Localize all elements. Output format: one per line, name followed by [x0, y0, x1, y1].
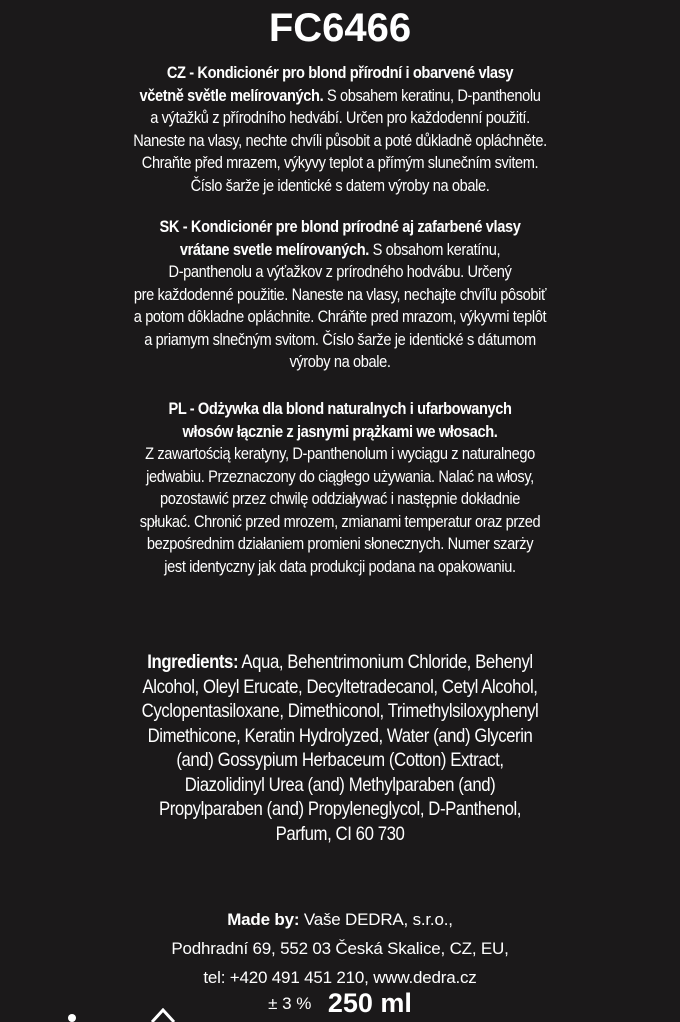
regular-text: Propylparaben (and) Propyleneglycol, D-Panthenol,	[158, 798, 522, 820]
regular-text: Chraňte před mrazem, výkyvy teplot a přímým slunečním svitem.	[141, 153, 539, 172]
text-line	[115, 466, 566, 489]
bold-text: Ingredients:	[147, 651, 239, 673]
pl-description	[115, 398, 566, 578]
text-line	[99, 724, 581, 749]
text-line	[99, 699, 581, 724]
regular-text: a priamym slnečným svitom. Číslo šarže je identické s dátumom	[144, 329, 536, 349]
text-line	[115, 152, 566, 175]
regular-text: Podhradní 69, 552 03 Česká Skalice, CZ, EU,	[171, 939, 509, 958]
regular-text: jedwabiu. Przeznaczony do ciągłego używania. Nalać na włosy,	[146, 466, 534, 486]
product-code: FC6466	[268, 6, 412, 50]
regular-text: Vaše DEDRA, s.r.o.,	[299, 910, 453, 929]
regular-text: (and) Gossypium Herbaceum (Cotton) Extract,	[176, 749, 504, 771]
regular-text: pozostawić przez chwilę oddziaływać i następnie dokładnie	[160, 489, 520, 508]
text-line	[115, 533, 566, 556]
regular-text: bezpośrednim działaniem promieni słonecznych. Numer szarży	[146, 534, 534, 553]
text-line	[115, 421, 566, 444]
text-line	[115, 175, 566, 198]
text-line	[115, 443, 566, 466]
text-line	[115, 284, 566, 307]
text-line	[115, 261, 566, 284]
volume-tolerance: ± 3 %	[268, 993, 312, 1013]
regular-text: S obsahom keratínu,	[368, 239, 501, 259]
cz-description	[115, 62, 566, 197]
regular-text: Naneste na vlasy, nechte chvíli působit a poté důkladně opláchněte.	[133, 130, 547, 150]
text-line	[115, 85, 566, 108]
manufacturer-info	[60, 905, 620, 992]
dot-icon	[68, 1014, 76, 1022]
regular-text: a potom dôkladne opláchnite. Chráňte pred mrazom, výkyvmi teplôt	[133, 307, 547, 326]
text-line	[115, 511, 566, 534]
text-line	[99, 675, 581, 700]
text-line	[99, 773, 581, 798]
regular-text: Parfum, CI 60 730	[275, 822, 405, 845]
text-line	[115, 216, 566, 239]
regular-text: jest identyczny jak data produkcji podana na opakowaniu.	[164, 556, 516, 576]
text-line	[115, 488, 566, 511]
text-line	[115, 556, 566, 579]
text-line	[99, 797, 581, 822]
regular-text: Aqua, Behentrimonium Chloride, Behenyl	[238, 651, 533, 673]
volume-amount: 250 ml	[327, 988, 412, 1018]
text-line	[60, 934, 620, 963]
regular-text: Diazolidinyl Urea (and) Methylparaben (and)	[184, 773, 496, 796]
regular-text: výroby na obale.	[289, 352, 391, 371]
regular-text: tel: +420 491 451 210, www.dedra.cz	[203, 968, 477, 987]
regular-text: Z zawartością keratyny, D-panthenolum i wyciągu z naturalnego	[145, 444, 535, 463]
regular-text: a výtažků z přírodního hedvábí. Určen pro každodenní použití.	[150, 108, 530, 127]
text-line	[60, 905, 620, 934]
bottom-symbols	[0, 1006, 680, 1020]
text-line	[115, 130, 566, 153]
sk-description	[115, 216, 566, 374]
ingredients-list	[99, 650, 581, 846]
text-line	[115, 62, 566, 85]
bold-text: włosów łącznie z jasnymi prążkami we włosach.	[182, 421, 498, 441]
regular-text: Alcohol, Oleyl Erucate, Decyltetradecanol, Cetyl Alcohol,	[142, 675, 538, 698]
regular-text: Dimethicone, Keratin Hydrolyzed, Water (and) Glycerin	[147, 724, 533, 747]
bold-text: SK - Kondicionér pre blond prírodné aj zafarbené vlasy	[159, 217, 521, 236]
bold-text: včetně světle melírovaných.	[139, 85, 324, 105]
regular-text: pre každodenné použitie. Naneste na vlasy, nechajte chvíľu pôsobiť	[133, 284, 547, 304]
text-line	[115, 306, 566, 329]
regular-text: spłukać. Chronić przed mrozem, zmianami temperatur oraz przed	[139, 511, 541, 531]
bold-text: PL - Odżywka dla blond naturalnych i ufarbowanych	[168, 399, 512, 418]
text-line	[99, 822, 581, 847]
text-line	[99, 650, 581, 675]
regular-text: D-panthenolu a výťažkov z prírodného hodvábu. Určený	[168, 262, 512, 281]
regular-text: S obsahem keratinu, D-panthenolu	[323, 85, 541, 105]
text-line	[115, 107, 566, 130]
text-line	[115, 329, 566, 352]
bold-text: Made by:	[227, 910, 300, 929]
text-line	[115, 351, 566, 374]
text-line	[115, 239, 566, 262]
bold-text: CZ - Kondicionér pro blond přírodní i obarvené vlasy	[166, 63, 514, 82]
bold-text: vrátane svetle melírovaných.	[179, 239, 369, 259]
regular-text: Číslo šarže je identické s datem výroby na obale.	[190, 175, 490, 195]
text-line	[115, 398, 566, 421]
text-line	[99, 748, 581, 773]
regular-text: Cyclopentasiloxane, Dimethiconol, Trimethylsiloxyphenyl	[141, 700, 539, 722]
